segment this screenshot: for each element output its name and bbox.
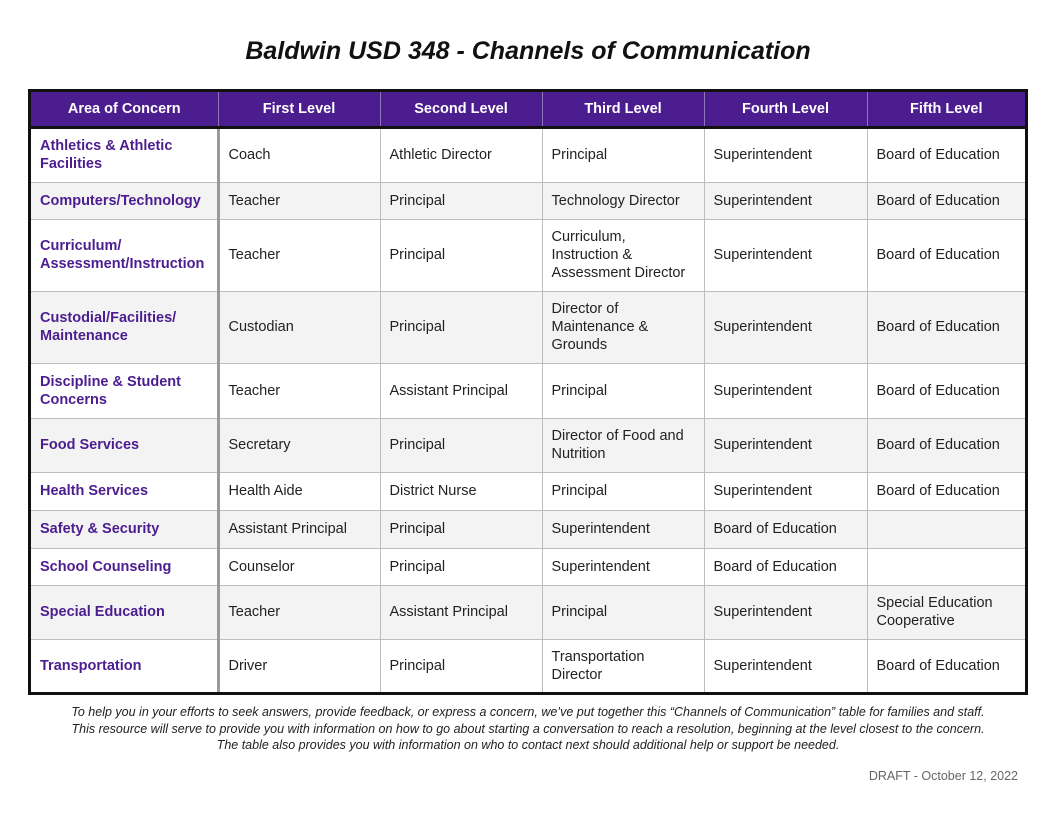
level-cell: Superintendent xyxy=(704,219,867,291)
level-cell: Teacher xyxy=(218,182,380,219)
level-cell: Principal xyxy=(380,418,542,472)
level-cell: Superintendent xyxy=(704,472,867,510)
level-cell: Principal xyxy=(380,291,542,363)
level-cell: Assistant Principal xyxy=(380,363,542,418)
area-cell: Health Services xyxy=(31,472,218,510)
level-cell: Director of Maintenance & Grounds xyxy=(542,291,704,363)
table-row xyxy=(31,363,1025,418)
level-cell: Teacher xyxy=(218,219,380,291)
level-cell: Board of Education xyxy=(867,182,1025,219)
area-cell: Transportation xyxy=(31,639,218,692)
table-row xyxy=(31,127,1025,182)
level-cell xyxy=(867,548,1025,585)
level-cell: Board of Education xyxy=(867,127,1025,182)
header-area-of-concern: Area of Concern xyxy=(31,92,218,127)
level-cell: Principal xyxy=(542,585,704,639)
level-cell: Board of Education xyxy=(867,472,1025,510)
level-cell: Principal xyxy=(380,548,542,585)
area-cell: Food Services xyxy=(31,418,218,472)
level-cell: Superintendent xyxy=(704,585,867,639)
level-cell xyxy=(867,510,1025,548)
page-title: Baldwin USD 348 - Channels of Communication xyxy=(245,37,811,65)
level-cell: Board of Education xyxy=(867,363,1025,418)
header-first-level: First Level xyxy=(218,92,380,127)
table-header-row xyxy=(31,92,1025,127)
level-cell: Superintendent xyxy=(704,418,867,472)
area-cell: Custodial/Facilities/ Maintenance xyxy=(31,291,218,363)
table-row xyxy=(31,639,1025,692)
level-cell: Board of Education xyxy=(704,510,867,548)
header-third-level: Third Level xyxy=(542,92,704,127)
table-row xyxy=(31,182,1025,219)
level-cell: Teacher xyxy=(218,585,380,639)
level-cell: Superintendent xyxy=(704,182,867,219)
table-row xyxy=(31,219,1025,291)
header-fifth-level: Fifth Level xyxy=(867,92,1025,127)
header-fourth-level: Fourth Level xyxy=(704,92,867,127)
level-cell: Board of Education xyxy=(867,219,1025,291)
level-cell: Teacher xyxy=(218,363,380,418)
level-cell: Principal xyxy=(542,363,704,418)
area-cell: School Counseling xyxy=(31,548,218,585)
footnote-line: This resource will serve to provide you with information on how to go about starting a conversation to reach a resolution, beginning at the level closest to the concern. xyxy=(71,721,985,736)
level-cell: Principal xyxy=(542,127,704,182)
level-cell: Board of Education xyxy=(704,548,867,585)
level-cell: Assistant Principal xyxy=(380,585,542,639)
area-cell: Special Education xyxy=(31,585,218,639)
table-row xyxy=(31,418,1025,472)
footnote xyxy=(28,704,1028,754)
table-row xyxy=(31,585,1025,639)
area-cell: Curriculum/ Assessment/Instruction xyxy=(31,219,218,291)
footnote-line: To help you in your efforts to seek answers, provide feedback, or express a concern, we’ve put together this “Channels of Communication” table for families and staff. xyxy=(71,705,985,719)
level-cell: Director of Food and Nutrition xyxy=(542,418,704,472)
level-cell: Athletic Director xyxy=(380,127,542,182)
area-cell: Athletics & Athletic Facilities xyxy=(31,127,218,182)
level-cell: Coach xyxy=(218,127,380,182)
level-cell: District Nurse xyxy=(380,472,542,510)
level-cell: Board of Education xyxy=(867,639,1025,692)
table-row xyxy=(31,472,1025,510)
level-cell: Driver xyxy=(218,639,380,692)
table-row xyxy=(31,291,1025,363)
footnote-line: The table also provides you with information on who to contact next should additional help or support be needed. xyxy=(216,738,840,752)
area-cell: Computers/Technology xyxy=(31,182,218,219)
area-cell: Discipline & Student Concerns xyxy=(31,363,218,418)
header-second-level: Second Level xyxy=(380,92,542,127)
level-cell: Board of Education xyxy=(867,418,1025,472)
draft-date-label: DRAFT - October 12, 2022 xyxy=(868,769,1018,783)
level-cell: Board of Education xyxy=(867,291,1025,363)
level-cell: Custodian xyxy=(218,291,380,363)
level-cell: Superintendent xyxy=(542,548,704,585)
area-cell: Safety & Security xyxy=(31,510,218,548)
level-cell: Technology Director xyxy=(542,182,704,219)
level-cell: Superintendent xyxy=(704,127,867,182)
level-cell: Health Aide xyxy=(218,472,380,510)
level-cell: Superintendent xyxy=(542,510,704,548)
level-cell: Secretary xyxy=(218,418,380,472)
level-cell: Special Education Cooperative xyxy=(867,585,1025,639)
level-cell: Superintendent xyxy=(704,291,867,363)
table-row xyxy=(31,548,1025,585)
level-cell: Principal xyxy=(380,510,542,548)
level-cell: Principal xyxy=(380,219,542,291)
level-cell: Superintendent xyxy=(704,639,867,692)
level-cell: Superintendent xyxy=(704,363,867,418)
level-cell: Principal xyxy=(380,182,542,219)
communication-table xyxy=(28,89,1028,695)
level-cell: Curriculum, Instruction & Assessment Director xyxy=(542,219,704,291)
level-cell: Principal xyxy=(380,639,542,692)
level-cell: Transportation Director xyxy=(542,639,704,692)
level-cell: Assistant Principal xyxy=(218,510,380,548)
level-cell: Counselor xyxy=(218,548,380,585)
level-cell: Principal xyxy=(542,472,704,510)
table-row xyxy=(31,510,1025,548)
